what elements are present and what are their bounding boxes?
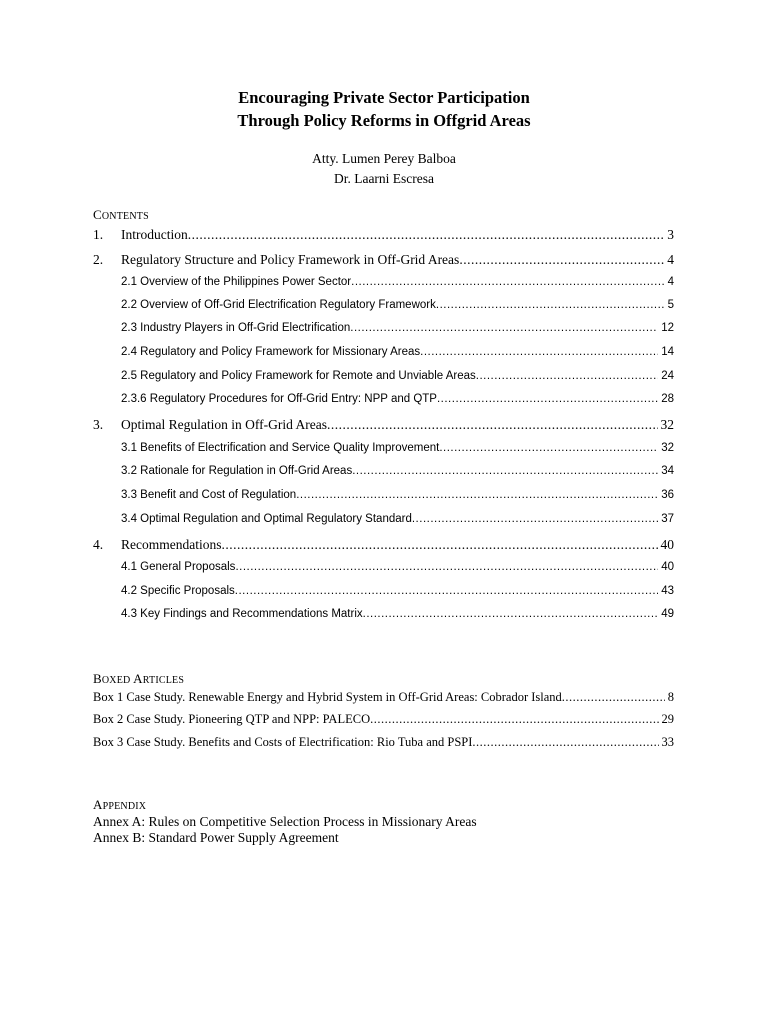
toc-entry-label: Introduction <box>121 227 188 242</box>
toc-entry-number: 1. <box>93 227 104 242</box>
toc-leader-dots <box>412 513 658 525</box>
contents-heading <box>93 207 149 223</box>
toc-entry-label: 4.2 Specific Proposals <box>121 585 235 597</box>
toc-entry-page: 49 <box>661 608 674 620</box>
toc-entry-number: 4. <box>93 537 104 552</box>
boxed-article-entry[interactable] <box>93 712 674 727</box>
toc-entry-3-4[interactable] <box>121 513 674 525</box>
toc-entry-4-3[interactable] <box>121 608 674 620</box>
contents-heading-rest: ONTENTS <box>101 211 149 222</box>
toc-entry-2-5[interactable] <box>121 370 674 382</box>
toc-leader-dots <box>235 561 658 573</box>
boxed-article-page: 33 <box>661 735 674 749</box>
toc-entry-3-3[interactable] <box>121 489 674 501</box>
boxed-heading-rest-2: RTICLES <box>142 675 185 686</box>
toc-entry-page: 4 <box>667 252 674 267</box>
toc-entry-page: 37 <box>661 513 674 525</box>
author-name: Atty. Lumen Perey Balboa <box>312 151 456 166</box>
boxed-heading-rest: OXED <box>101 675 134 686</box>
toc-leader-dots <box>562 690 665 705</box>
boxed-heading-initial: B <box>93 671 102 686</box>
toc-entry-4-1[interactable] <box>121 561 674 573</box>
toc-entry-page: 28 <box>661 393 674 405</box>
document-title-line-2: Through Policy Reforms in Offgrid Areas <box>237 111 531 130</box>
toc-leader-dots <box>420 346 658 358</box>
toc-entry-label: 2.4 Regulatory and Policy Framework for Missionary Areas <box>121 346 421 358</box>
toc-entry-label: 4.1 General Proposals <box>121 561 236 573</box>
toc-entry-page: 32 <box>661 442 674 454</box>
toc-entry-label: Recommendations <box>121 537 222 552</box>
toc-entry-page: 4 <box>667 276 674 288</box>
toc-entry-label: 2.5 Regulatory and Policy Framework for Remote and Unviable Areas <box>121 370 476 382</box>
toc-entry-section-3[interactable] <box>93 417 674 433</box>
boxed-article-page: 8 <box>667 690 674 704</box>
toc-entry-2-2[interactable] <box>121 299 674 311</box>
toc-entry-label: 2.1 Overview of the Philippines Power Sector <box>121 276 352 288</box>
appendix-item[interactable]: Annex A: Rules on Competitive Selection Process in Missionary Areas <box>93 814 477 829</box>
appendix-heading-rest: PPENDIX <box>102 801 147 812</box>
toc-leader-dots <box>296 489 658 501</box>
toc-entry-page: 40 <box>661 561 674 573</box>
toc-leader-dots <box>436 299 665 311</box>
toc-leader-dots <box>235 585 658 597</box>
toc-entry-page: 14 <box>661 346 674 358</box>
toc-entry-introduction[interactable] <box>93 227 674 243</box>
toc-entry-page: 36 <box>661 489 674 501</box>
toc-entry-page: 34 <box>661 465 674 477</box>
boxed-articles-heading <box>93 671 184 687</box>
toc-leader-dots <box>459 252 664 268</box>
appendix-item[interactable]: Annex B: Standard Power Supply Agreement <box>93 830 339 845</box>
toc-entry-label: 3.2 Rationale for Regulation in Off-Grid Areas <box>121 465 353 477</box>
boxed-article-label: Box 1 Case Study. Renewable Energy and Hybrid System in Off-Grid Areas: Cobrador Island <box>93 690 562 704</box>
toc-entry-4-2[interactable] <box>121 585 674 597</box>
toc-leader-dots <box>363 608 659 620</box>
toc-leader-dots <box>437 393 658 405</box>
toc-leader-dots <box>188 227 665 243</box>
toc-entry-page: 32 <box>660 417 674 432</box>
toc-entry-label: Optimal Regulation in Off-Grid Areas <box>121 417 327 432</box>
toc-entry-page: 43 <box>661 585 674 597</box>
toc-entry-label: 3.3 Benefit and Cost of Regulation <box>121 489 297 501</box>
toc-entry-page: 12 <box>661 322 674 334</box>
appendix-heading <box>93 797 146 813</box>
toc-leader-dots <box>221 537 657 553</box>
toc-leader-dots <box>476 370 658 382</box>
toc-entry-label: 3.4 Optimal Regulation and Optimal Regulatory Standard <box>121 513 412 525</box>
toc-entry-section-4[interactable] <box>93 537 674 553</box>
toc-entry-number: 2. <box>93 252 104 267</box>
boxed-heading-initial-2: A <box>133 671 143 686</box>
toc-entry-2-1[interactable] <box>121 276 674 288</box>
contents-heading-initial: C <box>93 207 102 222</box>
toc-entry-label: 4.3 Key Findings and Recommendations Matrix <box>121 608 363 620</box>
toc-entry-number: 3. <box>93 417 104 432</box>
toc-entry-2-3[interactable] <box>121 322 674 334</box>
toc-entry-label: 2.2 Overview of Off-Grid Electrification Regulatory Framework <box>121 299 436 311</box>
toc-leader-dots <box>439 442 658 454</box>
toc-leader-dots <box>472 735 658 750</box>
toc-entry-2-3-6[interactable] <box>121 393 674 405</box>
toc-entry-3-2[interactable] <box>121 465 674 477</box>
toc-leader-dots <box>370 712 658 727</box>
boxed-article-entry[interactable] <box>93 690 674 705</box>
document-title-line-1: Encouraging Private Sector Participation <box>238 88 530 107</box>
toc-entry-section-2[interactable] <box>93 252 674 268</box>
toc-leader-dots <box>352 465 658 477</box>
toc-entry-page: 3 <box>667 227 674 242</box>
toc-entry-3-1[interactable] <box>121 442 674 454</box>
toc-leader-dots <box>327 417 658 433</box>
toc-entry-2-4[interactable] <box>121 346 674 358</box>
toc-entry-label: 2.3 Industry Players in Off-Grid Electrification <box>121 322 351 334</box>
boxed-article-page: 29 <box>661 712 674 726</box>
toc-entry-label: Regulatory Structure and Policy Framework in Off-Grid Areas <box>121 252 460 267</box>
toc-entry-page: 40 <box>660 537 674 552</box>
boxed-article-label: Box 2 Case Study. Pioneering QTP and NPP: PALECO <box>93 712 371 726</box>
boxed-article-label: Box 3 Case Study. Benefits and Costs of Electrification: Rio Tuba and PSPI <box>93 735 473 749</box>
toc-entry-label: 2.3.6 Regulatory Procedures for Off-Grid Entry: NPP and QTP <box>121 393 437 405</box>
author-name: Dr. Laarni Escresa <box>333 171 435 186</box>
toc-entry-page: 5 <box>667 299 674 311</box>
toc-entry-page: 24 <box>661 370 674 382</box>
toc-leader-dots <box>351 276 664 288</box>
toc-entry-label: 3.1 Benefits of Electrification and Service Quality Improvement <box>121 442 440 454</box>
appendix-heading-initial: A <box>93 797 103 812</box>
boxed-article-entry[interactable] <box>93 735 674 750</box>
toc-leader-dots <box>350 322 658 334</box>
